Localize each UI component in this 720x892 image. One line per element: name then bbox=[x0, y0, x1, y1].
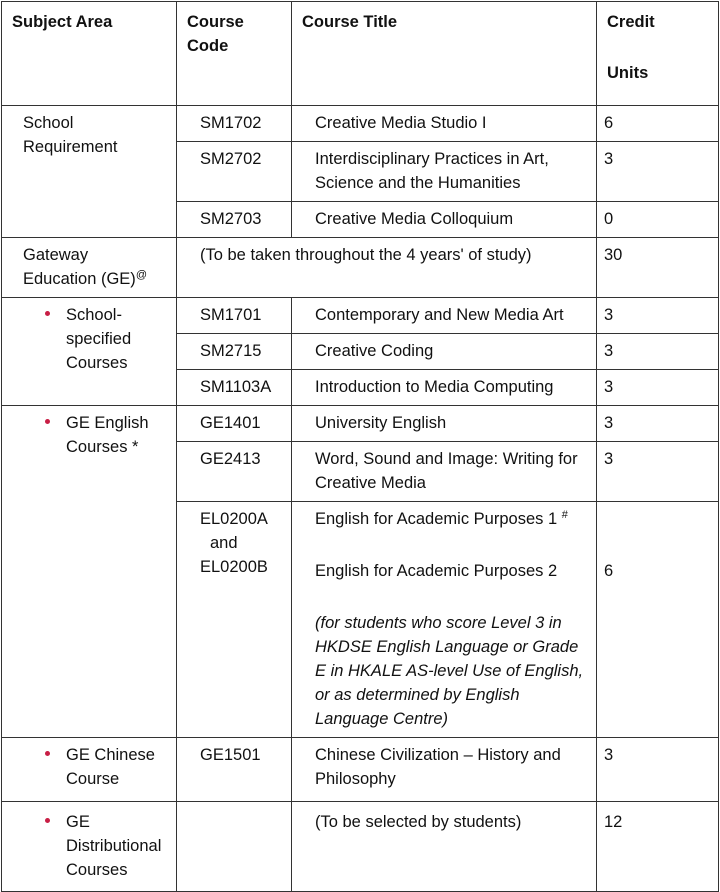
credit-units: 3 bbox=[597, 442, 719, 502]
credit-units: 6 bbox=[604, 562, 614, 580]
course-title-eap bbox=[292, 502, 597, 738]
credit-units: 6 bbox=[597, 106, 719, 142]
course-code: GE1401 bbox=[177, 406, 292, 442]
course-title: Contemporary and New Media Art bbox=[292, 298, 597, 334]
bullet-icon bbox=[45, 818, 50, 823]
subject-school-requirement: School Requirement bbox=[2, 106, 177, 238]
course-title: Chinese Civilization – History and Philosophy bbox=[292, 738, 597, 802]
course-title: English for Academic Purposes 1 # bbox=[315, 509, 568, 528]
subject-ge-chinese: GE Chinese Course bbox=[2, 738, 177, 802]
course-title: University English bbox=[292, 406, 597, 442]
course-code: GE2413 bbox=[177, 442, 292, 502]
course-code: SM2702 bbox=[177, 142, 292, 202]
credit-units: 12 bbox=[597, 802, 719, 892]
header-row bbox=[2, 2, 719, 106]
bullet-icon bbox=[45, 751, 50, 756]
course-code: SM1701 bbox=[177, 298, 292, 334]
course-code: SM2715 bbox=[177, 334, 292, 370]
credit-units: 3 bbox=[597, 406, 719, 442]
course-code: GE1501 bbox=[177, 738, 292, 802]
credit-units: 3 bbox=[597, 334, 719, 370]
table-row bbox=[2, 298, 719, 334]
header-subject: Subject Area bbox=[2, 2, 177, 106]
course-code: SM2703 bbox=[177, 202, 292, 238]
course-title: Creative Coding bbox=[292, 334, 597, 370]
course-code: EL0200A bbox=[200, 510, 268, 528]
eap-note: (for students who score Level 3 in HKDSE English Language or Grade E in HKALE AS-level Use of English, or as determined by English Language Centre) bbox=[315, 614, 584, 728]
credit-units: 30 bbox=[597, 238, 719, 298]
curriculum-table bbox=[1, 1, 719, 892]
course-title: (To be selected by students) bbox=[292, 802, 597, 892]
course-code-conjunction: and bbox=[210, 534, 238, 552]
ge-note: (To be taken throughout the 4 years' of study) bbox=[177, 238, 597, 298]
header-credit: Credit Units bbox=[597, 2, 719, 106]
course-code-eap bbox=[177, 502, 292, 738]
table-row bbox=[2, 238, 719, 298]
bullet-icon bbox=[45, 311, 50, 316]
credit-units: 0 bbox=[597, 202, 719, 238]
course-code: EL0200B bbox=[200, 558, 268, 576]
course-title: Word, Sound and Image: Writing for Creative Media bbox=[292, 442, 597, 502]
subject-ge-english: GE English Courses * bbox=[2, 406, 177, 738]
course-code-empty bbox=[177, 802, 292, 892]
header-code: Course Code bbox=[177, 2, 292, 106]
subject-ge-distributional: GE Distributional Courses bbox=[2, 802, 177, 892]
course-title: Creative Media Studio I bbox=[292, 106, 597, 142]
header-title: Course Title bbox=[292, 2, 597, 106]
table-row bbox=[2, 406, 719, 442]
credit-units: 3 bbox=[597, 142, 719, 202]
course-code: SM1702 bbox=[177, 106, 292, 142]
course-title: Interdisciplinary Practices in Art, Science and the Humanities bbox=[292, 142, 597, 202]
credit-units: 3 bbox=[597, 298, 719, 334]
course-title: Creative Media Colloquium bbox=[292, 202, 597, 238]
credit-units: 3 bbox=[597, 738, 719, 802]
course-code: SM1103A bbox=[177, 370, 292, 406]
subject-school-specified: School-specified Courses bbox=[2, 298, 177, 406]
table-row bbox=[2, 802, 719, 892]
credit-units-eap bbox=[597, 502, 719, 738]
course-title: English for Academic Purposes 2 bbox=[315, 562, 558, 580]
subject-gateway-education: Gateway Education (GE)@ bbox=[2, 238, 177, 298]
table-row bbox=[2, 106, 719, 142]
bullet-icon bbox=[45, 419, 50, 424]
course-title: Introduction to Media Computing bbox=[292, 370, 597, 406]
credit-units: 3 bbox=[597, 370, 719, 406]
table-row bbox=[2, 738, 719, 802]
